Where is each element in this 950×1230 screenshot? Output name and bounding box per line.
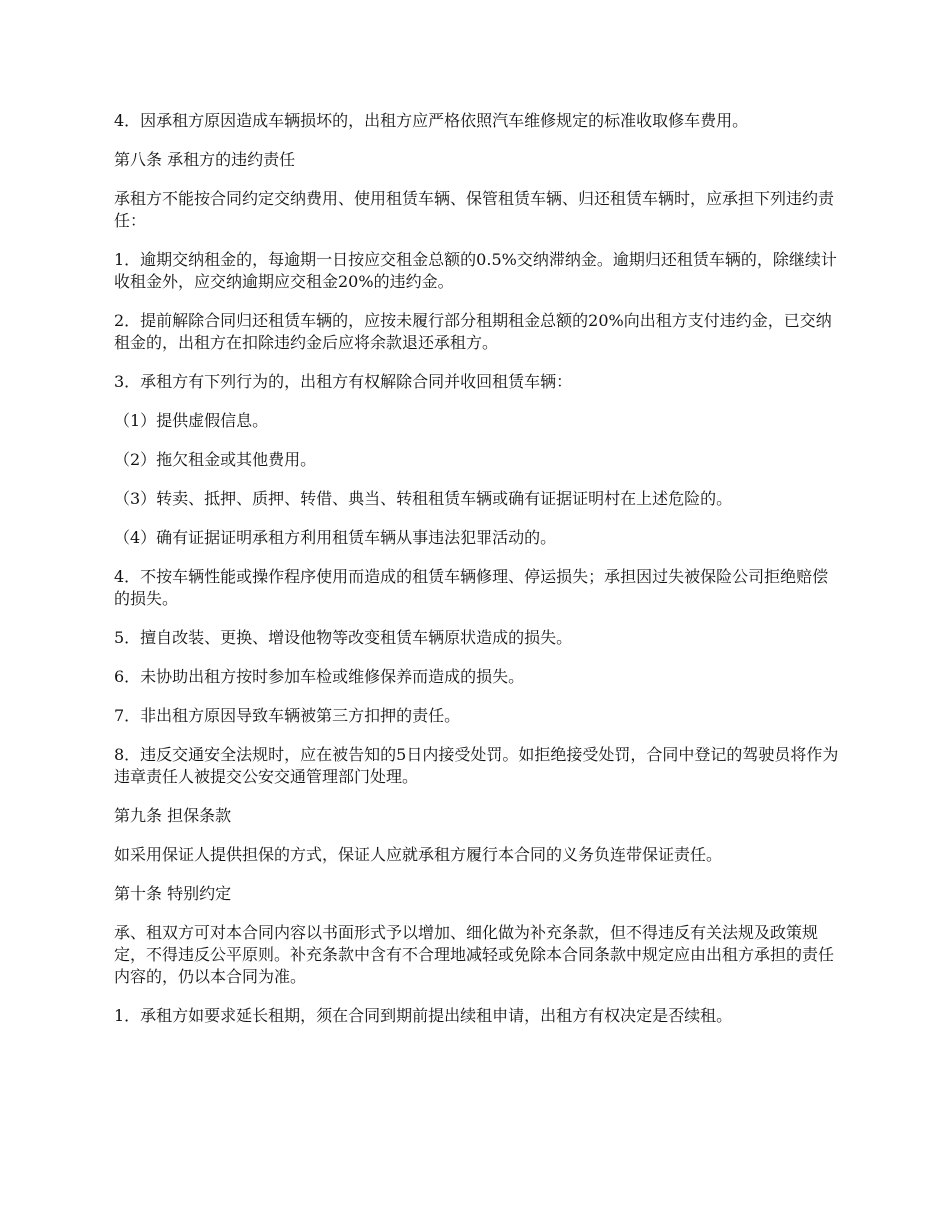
subitem-3-transfer-risk: （3）转卖、抵押、质押、转借、典当、转租租赁车辆或确有证据证明村在上述危险的。 [114,489,733,508]
heading-article-9: 第九条 担保条款 [114,806,232,825]
heading-article-10: 第十条 特别约定 [114,884,232,903]
heading-article-8: 第八条 承租方的违约责任 [114,150,296,169]
subitem-1-false-info: （1）提供虚假信息。 [114,411,269,430]
subitem-4-illegal-use: （4）确有证据证明承租方利用租赁车辆从事违法犯罪活动的。 [114,528,557,547]
paragraph-item-3-termination-rights: 3．承租方有下列行为的，出租方有权解除合同并收回租赁车辆： [114,372,573,391]
paragraph-item-2-early-termination: 2．提前解除合同归还租赁车辆的，应按未履行部分租期租金总额的20%向出租方支付违约金，已交纳租金的，出租方在扣除违约金后应将余款退还承租方。 [114,311,832,352]
paragraph-item-1-renewal: 1．承租方如要求延长租期，须在合同到期前提出续租申请，出租方有权决定是否续租。 [114,1006,733,1025]
paragraph-article-8-intro: 承租方不能按合同约定交纳费用、使用租赁车辆、保管租赁车辆、归还租赁车辆时，应承担下列违约责任： [114,189,835,230]
paragraph-item-4-improper-use: 4．不按车辆性能或操作程序使用而造成的租赁车辆修理、停运损失；承担因过失被保险公司拒绝赔偿的损失。 [114,567,829,608]
paragraph-item-6-inspection: 6．未协助出租方按时参加车检或维修保养而造成的损失。 [114,667,525,686]
document-body [114,110,844,1044]
paragraph-item-5-modification: 5．擅自改装、更换、增设他物等改变租赁车辆原状造成的损失。 [114,628,573,647]
paragraph-item-8-traffic-violation: 8．违反交通安全法规时，应在被告知的5日内接受处罚。如拒绝接受处罚，合同中登记的驾驶员将作为违章责任人被提交公安交通管理部门处理。 [114,745,839,786]
paragraph-item-7-third-party-seizure: 7．非出租方原因导致车辆被第三方扣押的责任。 [114,706,461,725]
subitem-2-arrears: （2）拖欠租金或其他费用。 [114,450,317,469]
paragraph-item-1-late-payment: 1．逾期交纳租金的，每逾期一日按应交租金总额的0.5%交纳滞纳金。逾期归还租赁车辆的，除继续计收租金外，应交纳逾期应交租金20%的违约金。 [114,250,837,291]
paragraph-guarantee: 如采用保证人提供担保的方式，保证人应就承租方履行本合同的义务负连带保证责任。 [114,845,723,864]
paragraph-item-4-repair-fees: 4．因承租方原因造成车辆损坏的，出租方应严格依照汽车维修规定的标准收取修车费用。 [114,111,749,130]
paragraph-special-agreement: 承、租双方可对本合同内容以书面形式予以增加、细化做为补充条款，但不得违反有关法规及政策规定，不得违反公平原则。补充条款中含有不合理地减轻或免除本合同条款中规定应由出租方承担的责任内容的，仍以本合同为准。 [114,923,835,986]
